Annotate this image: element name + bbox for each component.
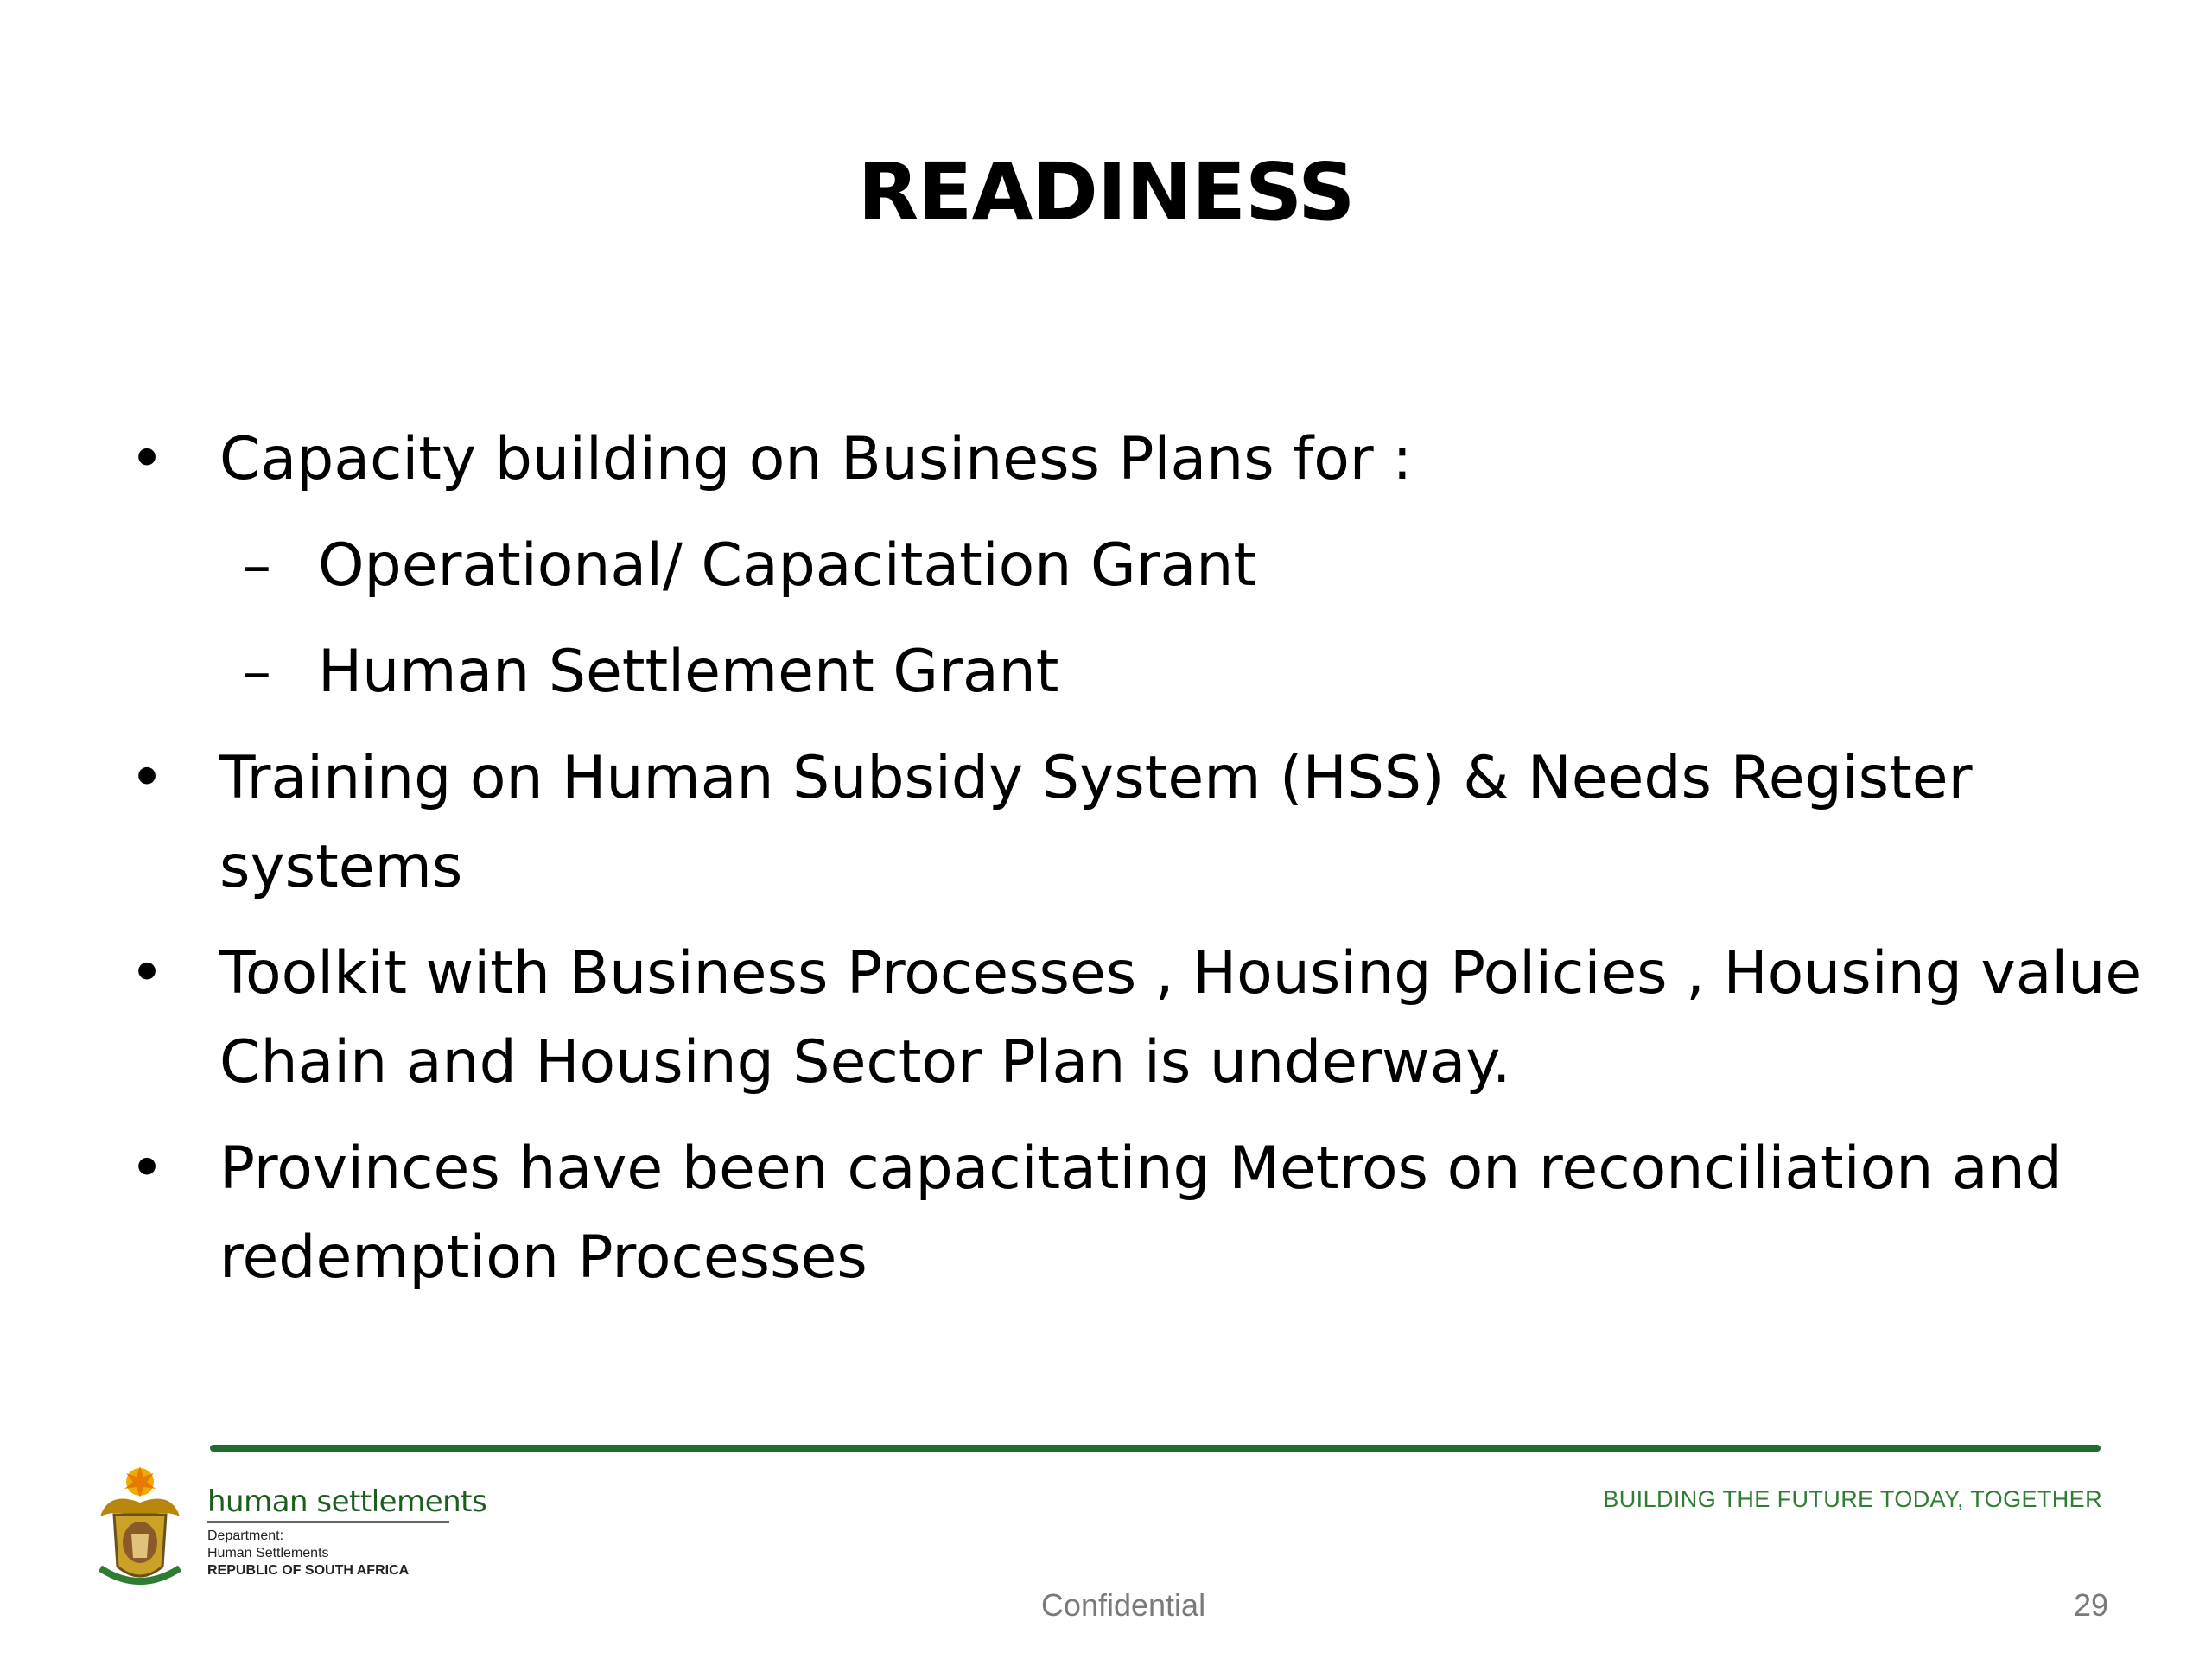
department-label: Department: (207, 1529, 284, 1543)
sub-bullet-marker: – (242, 531, 271, 600)
bullet-item (130, 929, 2143, 1107)
sub-bullet-item (130, 627, 2143, 716)
sub-bullet-item (130, 521, 2143, 610)
bullet-item (130, 1124, 2143, 1302)
bullet-list (130, 415, 2143, 1319)
bullet-marker: • (130, 425, 165, 493)
sub-bullet-text: Human Settlement Grant (318, 638, 1059, 706)
country-name: REPUBLIC OF SOUTH AFRICA (207, 1563, 410, 1578)
department-rule (207, 1521, 449, 1523)
coat-of-arms-icon (92, 1465, 188, 1590)
bullet-item (130, 734, 2143, 912)
footer-divider (210, 1445, 2101, 1452)
confidential-label: Confidential (1040, 1587, 1206, 1623)
bullet-item (130, 415, 2143, 504)
sub-bullet-marker: – (242, 638, 271, 706)
bullet-marker: • (130, 744, 165, 812)
department-sub: Human Settlements (207, 1546, 329, 1560)
bullet-text: Training on Human Subsidy System (HSS) & Needs Register systems (219, 744, 1973, 901)
bullet-text: Toolkit with Business Processes , Housing Policies , Housing value Chain and Housing Sector Plan is underway. (219, 939, 2142, 1096)
sub-bullet-text: Operational/ Capacitation Grant (318, 531, 1257, 600)
bullet-text: Provinces have been capacitating Metros on reconciliation and redemption Processes (219, 1135, 2063, 1292)
department-details (207, 1528, 409, 1580)
bullet-marker: • (130, 1135, 165, 1203)
slide-title: READINESS (857, 146, 1355, 238)
department-name: human settlements (207, 1484, 487, 1519)
page-number: 29 (2073, 1587, 2108, 1623)
bullet-marker: • (130, 939, 165, 1007)
slogan: BUILDING THE FUTURE TODAY, TOGETHER (1603, 1486, 2102, 1512)
bullet-text: Capacity building on Business Plans for : (219, 425, 1413, 493)
